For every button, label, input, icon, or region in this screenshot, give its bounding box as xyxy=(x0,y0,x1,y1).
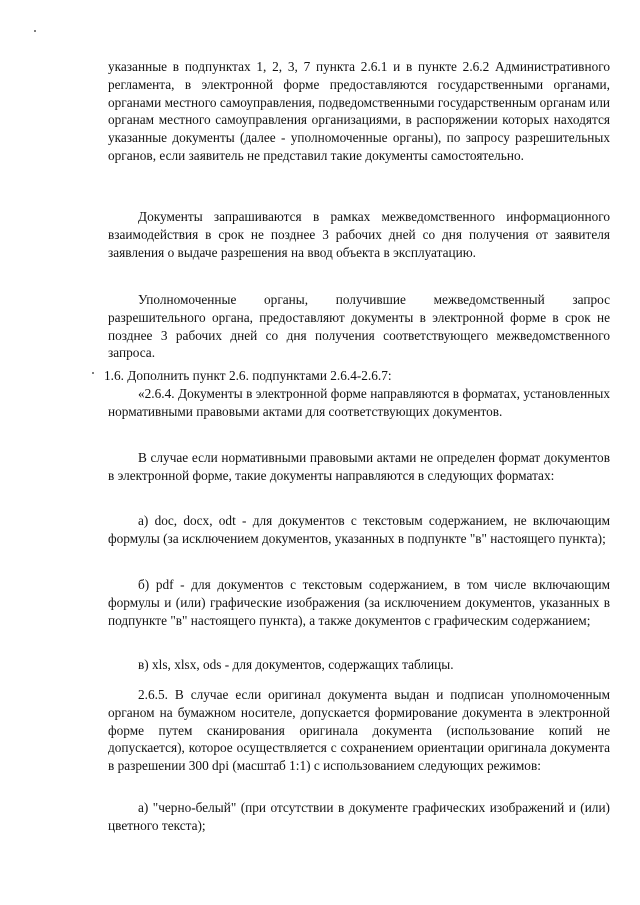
paragraph-2-6-5: 2.6.5. В случае если оригинал документа выдан и подписан уполномоченным органом на бумажном носителе, допускается формирование документа в электронной форме путем сканирования оригинала документа (использование копий не допускается), которое осуществляется с сохранением ориентации оригинала документа в разрешении 300 dpi (масштаб 1:1) с использованием следующих режимов: xyxy=(108,687,610,774)
paragraph-amendment-1-6: 1.6. Дополнить пункт 2.6. подпунктами 2.6.4-2.6.7: xyxy=(104,368,392,383)
paragraph-documents-provided: указанные в подпунктах 1, 2, 3, 7 пункта 2.6.1 и в пункте 2.6.2 Административного регламента, в электронной форме предоставляются государственными органами, органами местного самоуправления, подведомственными государственным органам или органам местного самоуправления организациями, в распоряжении которых находятся указанные документы (далее - уполномоченные органы), по запросу разрешительных органов, если заявитель не представил такие документы самостоятельно. xyxy=(108,59,610,163)
paragraph-format-not-defined: В случае если нормативными правовыми актами не определен формат документов в электронной форме, такие документы направляются в следующих форматах: xyxy=(108,450,610,483)
scan-speck xyxy=(92,372,94,374)
paragraph-2-6-4: «2.6.4. Документы в электронной форме направляются в форматах, установленных нормативными правовыми актами для соответствующих документов. xyxy=(108,386,610,419)
paragraph-authorized-bodies: Уполномоченные органы, получившие межведомственный запрос разрешительного органа, предоставляют документы в электронной форме в срок не позднее 3 рабочих дней со дня получения соответствующего межведомственного запроса. xyxy=(108,292,610,361)
list-item-a-black-white: а) "черно-белый" (при отсутствии в документе графических изображений и (или) цветного текста); xyxy=(108,800,610,833)
list-item-v-xls: в) xls, xlsx, ods - для документов, содержащих таблицы. xyxy=(138,657,454,672)
paragraph-interagency-request: Документы запрашиваются в рамках межведомственного информационного взаимодействия в срок не позднее 3 рабочих дней со дня получения от заявителя заявления о выдаче разрешения на ввод объекта в эксплуатацию. xyxy=(108,209,610,260)
list-item-b-pdf: б) pdf - для документов с текстовым содержанием, в том числе включающим формулы и (или) графические изображения (за исключением документов, указанных в подпункте "в" настоящего пункта), а также документов с графическим содержанием; xyxy=(108,577,610,628)
scan-speck xyxy=(34,30,36,32)
list-item-a-doc: а) doc, docx, odt - для документов с текстовым содержанием, не включающим формулы (за исключением документов, указанных в подпункте "в" настоящего пункта); xyxy=(108,513,610,546)
